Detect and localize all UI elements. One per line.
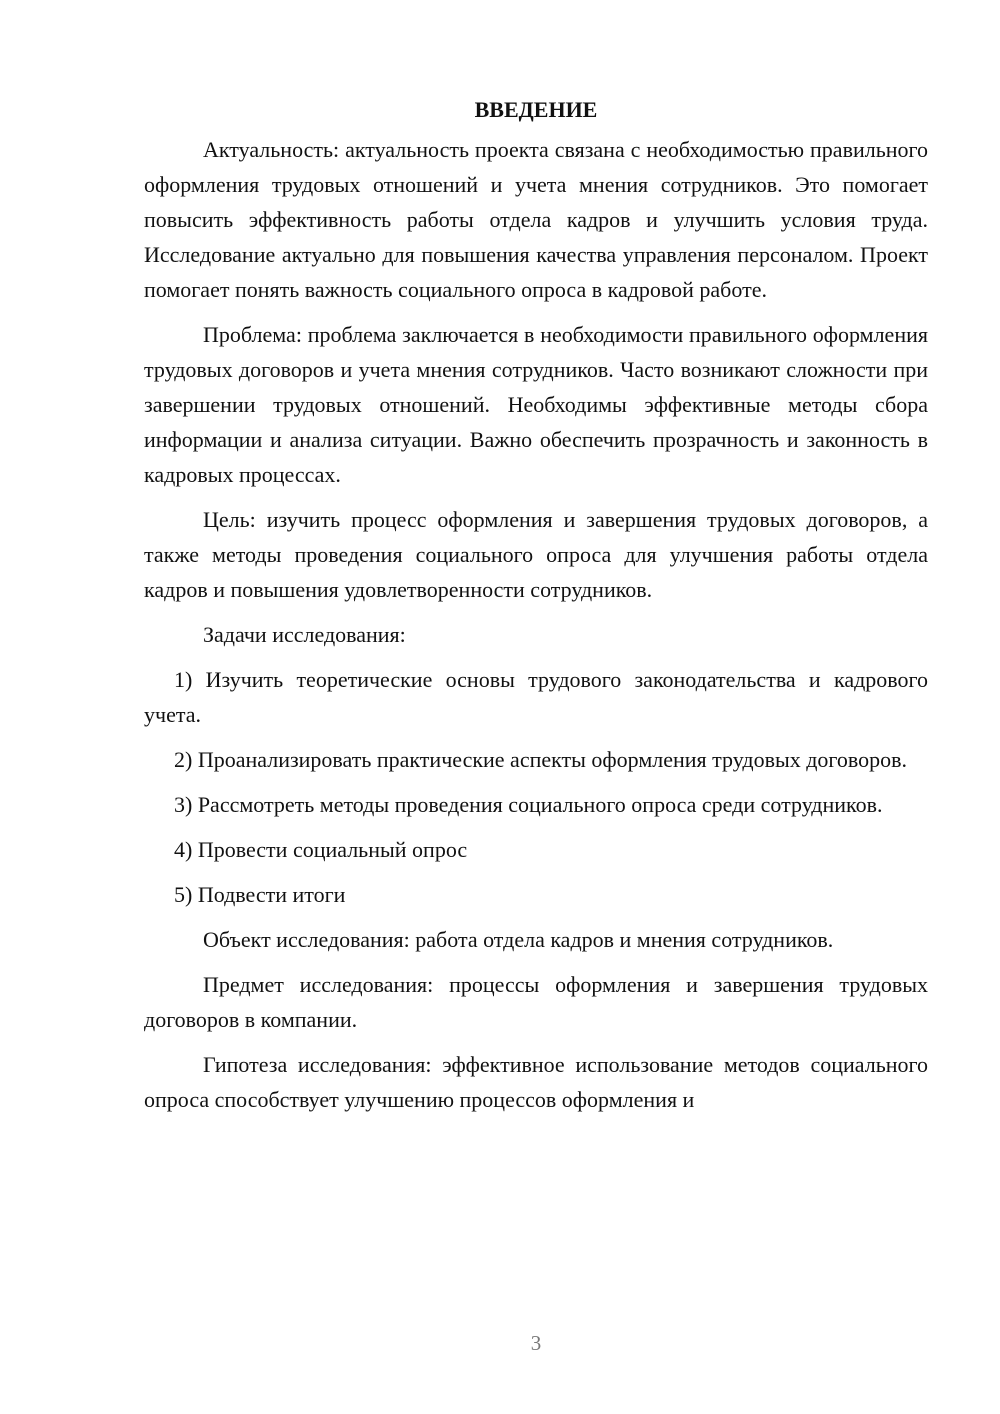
page-number: 3: [530, 1331, 542, 1355]
task-item-5: 5) Подвести итоги: [174, 882, 346, 907]
paragraph-problem: Проблема: проблема заключается в необходимости правильного оформления трудовых договоров и учета мнения сотрудников. Часто возникают сложности при завершении трудовых отношений. Необходимы эффективные методы сбора информации и анализа ситуации. Важно обеспечить прозрачность и законность в кадровых процессах.: [144, 322, 928, 487]
tasks-title: Задачи исследования:: [203, 622, 406, 647]
task-item-4: 4) Провести социальный опрос: [174, 837, 468, 862]
paragraph-relevance: Актуальность: актуальность проекта связана с необходимостью правильного оформления трудовых отношений и учета мнения сотрудников. Это помогает повысить эффективность работы отдела кадров и улучшить условия труда. Исследование актуально для повышения качества управления персоналом. Проект помогает понять важность социального опроса в кадровой работе.: [144, 137, 928, 302]
paragraph-hypothesis: Гипотеза исследования: эффективное использование методов социального опроса способствует улучшению процессов оформления и: [144, 1052, 928, 1112]
paragraph-object: Объект исследования: работа отдела кадров и мнения сотрудников.: [203, 927, 834, 952]
task-item-3: 3) Рассмотреть методы проведения социального опроса среди сотрудников.: [174, 792, 883, 817]
task-item-2: 2) Проанализировать практические аспекты оформления трудовых договоров.: [174, 747, 908, 772]
task-item-1: 1) Изучить теоретические основы трудового законодательства и кадрового учета.: [144, 667, 928, 727]
section-heading: ВВЕДЕНИЕ: [474, 97, 598, 122]
paragraph-subject: Предмет исследования: процессы оформления и завершения трудовых договоров в компании.: [144, 972, 928, 1032]
document-body: [144, 92, 928, 1127]
paragraph-goal: Цель: изучить процесс оформления и завершения трудовых договоров, а также методы проведения социального опроса для улучшения работы отдела кадров и повышения удовлетворенности сотрудников.: [144, 507, 928, 602]
